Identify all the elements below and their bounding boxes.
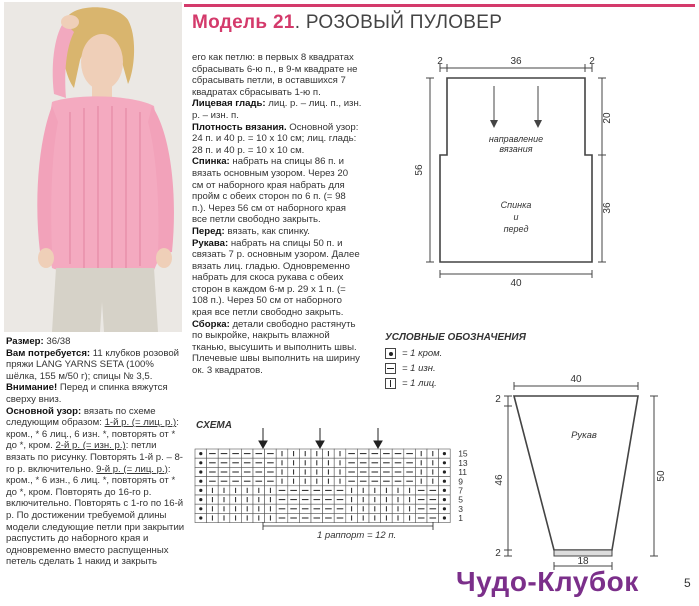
site-logo: Чудо-Клубок (456, 566, 639, 597)
model-photo-illustration (4, 2, 182, 332)
sleeve-dim-top-left: 2 (495, 394, 501, 405)
body-part-and: и (513, 212, 519, 222)
main-pattern-row-9: 9-й р. (= лиц. р.) (96, 463, 168, 475)
edge-stitch-mark (443, 489, 446, 492)
instructions-middle (192, 52, 362, 377)
schema-title: СХЕМА (196, 420, 232, 431)
body-dim-left: 56 (414, 164, 425, 176)
edge-stitch-mark (199, 516, 202, 519)
row-number: 5 (458, 494, 463, 505)
body-part-front: перед (503, 224, 529, 234)
density-value: Основной узор: 24 п. и 40 р. = 10 x 10 см; лиц. гладь: 28 п. и 40 р. = 10 x 10 см. (192, 121, 359, 156)
sleeve-value: набрать на спицы 50 п. и связать 7 р. основным узором. Далее вязать лиц. гладью. Одновременно набрать для скоса рукава с обеих сторон в каждом 6-м р. 29 x 1 п. (= 108 п.). Через 50 см от наборного края все петли свободно закрыть. (192, 237, 360, 319)
row-numbers (458, 449, 468, 523)
body-schematic (410, 50, 613, 289)
sleeve-dim-bottom: 18 (577, 556, 589, 567)
page-number: 5 (684, 576, 691, 590)
main-pattern-text-4: : кром., * 6 изн., 6 лиц. *, повторять от * до *, кром. Повторять до 16-го р. включительно. Повторять с 1-го по 16-й р. По достижении требуемой длины модели следующие петли при закрытии распустить до наборного края и одновременно вместо распущенных петель сделать 1 накид и закрыть (6, 463, 185, 568)
edge-stitch-mark (443, 480, 446, 483)
model-number: Модель 21 (192, 12, 295, 33)
body-dim-right-lower: 36 (602, 202, 613, 214)
main-pattern-row-2: 2-й р. (= изн. р.) (55, 440, 126, 452)
legend-item-edge (385, 348, 442, 359)
legend-label-edge: = 1 кром. (402, 348, 443, 359)
legend-item-knit (385, 378, 442, 389)
edge-stitch-mark (199, 470, 202, 473)
face-value: лиц. р. – лиц. п., изн. р. – изн. п. (192, 98, 362, 121)
front-value: вязать, как спинку. (224, 225, 310, 237)
body-dim-top: 36 (510, 56, 522, 67)
attention-label: Внимание! (6, 382, 58, 394)
continuation-text: его как петлю: в первых 8 квадратах сбрасывать 6-ю п., в 9-м квадрате не сбрасывать петли, в оставшихся 7 квадратах сбрасывать 1-ю п. (192, 52, 358, 98)
materials-label: Вам потребуется: (6, 347, 91, 359)
size-label: Размер: (6, 336, 44, 347)
sleeve-schematic (488, 372, 668, 572)
body-dim-right-upper: 20 (602, 112, 613, 124)
front-label: Перед: (192, 225, 225, 237)
legend (385, 348, 442, 389)
edge-stitch-mark (443, 470, 446, 473)
back-value: набрать на спицы 86 п. и вязать основным узором. Через 20 см от наборного края набрать для пройм с обеих сторон по 6 п. (= 98 п.). Через 56 см от наборного края все петли свободно закрыть. (192, 156, 349, 226)
back-label: Спинка: (192, 156, 230, 168)
materials-value: 11 клубков розовой пряжи LANG YARNS SETA (100% шёлка, 155 м/50 г); спицы № 3,5. (6, 347, 180, 382)
size-value: 36/38 (43, 336, 71, 347)
edge-stitch-mark (443, 498, 446, 501)
main-pattern-row-1: 1-й р. (= лиц. р.) (104, 417, 177, 429)
sleeve-label: Рукав (571, 430, 597, 441)
main-pattern-text-1: вязать по схеме следующим образом: (6, 405, 156, 429)
page-title (192, 12, 502, 34)
stitch-chart-grid (195, 449, 450, 523)
rapport-marker (263, 522, 433, 530)
row-number: 9 (458, 476, 463, 487)
edge-stitch-mark (443, 507, 446, 510)
chart-arrows (259, 428, 382, 448)
dot-in-box-icon (385, 348, 396, 359)
body-dim-top-right: 2 (589, 56, 595, 67)
sleeve-dim-top: 40 (570, 374, 582, 385)
body-part-back: Спинка (500, 200, 532, 210)
model-photo (4, 2, 182, 332)
dash-in-box-icon (385, 363, 396, 374)
legend-label-knit: = 1 лиц. (402, 378, 437, 389)
sleeve-dim-bottom-left: 2 (495, 548, 501, 559)
edge-stitch-mark (199, 480, 202, 483)
sleeve-label: Рукава: (192, 237, 229, 249)
body-dim-top-left: 2 (437, 56, 443, 67)
edge-stitch-mark (443, 516, 446, 519)
row-number: 11 (458, 467, 468, 478)
edge-stitch-mark (199, 452, 202, 455)
direction-label-wrap (476, 134, 556, 164)
sleeve-dim-left: 46 (494, 474, 505, 486)
main-pattern-text-3: : петли вязать по рисунку. Повторять 1-й р. – 8-го р. включительно. (6, 440, 183, 475)
legend-label-purl: = 1 изн. (402, 363, 436, 374)
attention-value: Перед и спинка вяжутся сверху вниз. (6, 382, 168, 405)
face-label: Лицевая гладь: (192, 98, 266, 110)
legend-title: УСЛОВНЫЕ ОБОЗНАЧЕНИЯ (385, 332, 526, 343)
instructions-left (6, 336, 186, 568)
assembly-label: Сборка: (192, 318, 230, 330)
density-label: Плотность вязания. (192, 121, 287, 133)
stitch-chart (192, 424, 472, 544)
body-dim-bottom: 40 (510, 278, 522, 289)
model-name: . РОЗОВЫЙ ПУЛОВЕР (294, 12, 503, 33)
edge-stitch-mark (443, 461, 446, 464)
assembly-value: детали свободно растянуть по выкройке, накрыть влажной тканью, высушить и выполнить швы. Плечевые швы выполнить на ширину ок. 3 квадратов. (192, 318, 360, 377)
row-number: 13 (458, 457, 468, 468)
legend-item-purl (385, 363, 442, 374)
direction-label: направление вязания (488, 134, 544, 154)
row-number: 3 (458, 503, 463, 514)
header-accent-bar (184, 4, 695, 7)
row-number: 15 (458, 448, 468, 459)
main-pattern-text-2: : кром., * 6 лиц., 6 изн. *, повторять от * до *, кром. (6, 417, 179, 452)
rapport-label: 1 раппорт = 12 п. (317, 530, 397, 541)
bar-in-box-icon (385, 378, 396, 389)
sleeve-dim-right: 50 (656, 470, 667, 482)
edge-stitch-mark (199, 498, 202, 501)
main-pattern-label: Основной узор: (6, 405, 82, 417)
edge-stitch-mark (443, 452, 446, 455)
row-number: 1 (458, 513, 463, 524)
edge-stitch-mark (199, 507, 202, 510)
edge-stitch-mark (199, 461, 202, 464)
edge-stitch-mark (199, 489, 202, 492)
row-number: 7 (458, 485, 463, 496)
